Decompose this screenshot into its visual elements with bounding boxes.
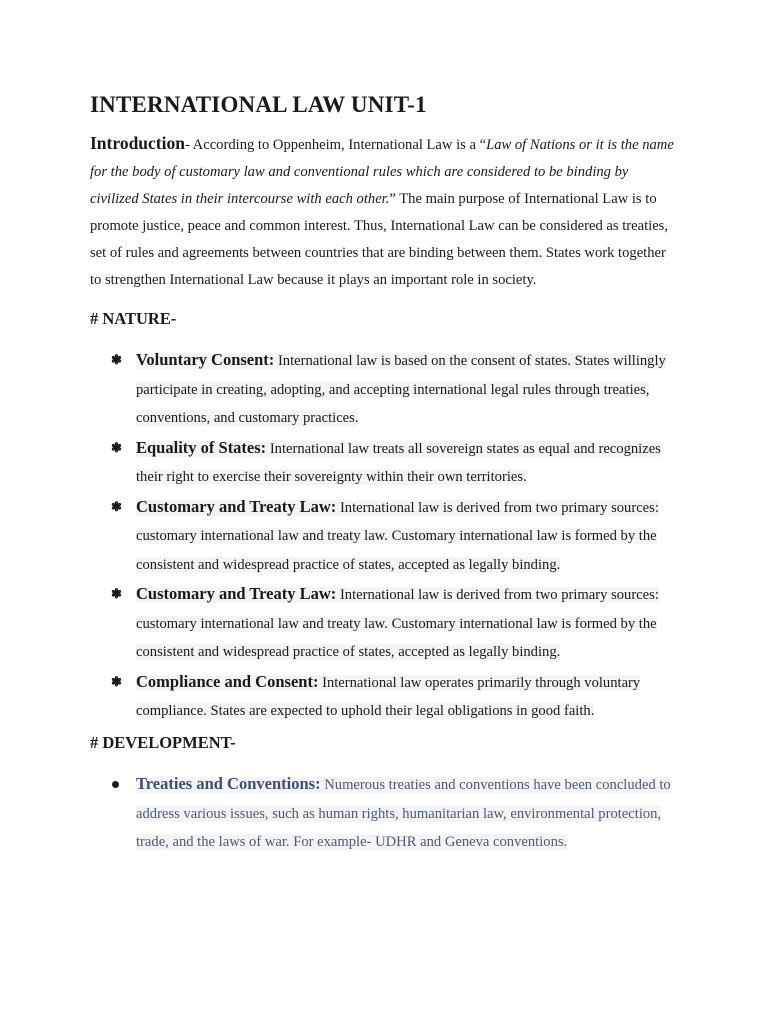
development-list [108,770,683,858]
item-term: Equality of States: [136,437,267,457]
intro-quote: Law of Nations or it is the name for the body of customary law and conventional rules which are considered to be binding by civilized States in their intercourse with each other. [90,137,674,207]
intro-paragraph [90,130,680,294]
list-item [108,434,683,492]
item-term: Voluntary Consent: [136,350,275,369]
item-text: International law is derived from two primary sources: customary international law and treaty law. Customary international law is formed by the consistent and widespread practice of states, accepted as legally binding. [136,499,659,573]
list-item [108,580,683,667]
page-title: INTERNATIONAL LAW UNIT-1 [90,92,427,117]
item-term: Customary and Treaty Law: [136,584,337,603]
development-heading: # DEVELOPMENT- [90,733,236,752]
intro-text-2: ” The main purpose of International Law is to promote justice, peace and common interest. Thus, International Law can be considered as treaties, set of rules and agreements between countries that are binding between them. States work together to strengthen International Law because it plays an important role in society. [90,191,668,288]
intro-lead: Introduction [90,133,185,153]
item-term: Compliance and Consent: [136,671,319,691]
list-item [108,493,683,580]
ornament-bullet-icon: ❃ [111,586,122,601]
item-text: International law treats all sovereign states as equal and recognizes their right to exercise their sovereignty within their own territories. [136,440,661,485]
ornament-bullet-icon: ❃ [111,498,122,514]
nature-heading: # NATURE- [90,309,177,328]
intro-text-1: - According to Oppenheim, International Law is a “ [184,137,487,153]
ornament-bullet-icon: ❃ [111,673,122,689]
list-item [108,668,683,726]
item-term: Treaties and Conventions: [136,774,321,793]
item-term: Customary and Treaty Law: [136,496,337,516]
nature-list [108,346,683,727]
ornament-bullet-icon: ❃ [111,352,122,367]
list-item [108,346,683,433]
item-text: International law is derived from two primary sources: customary international law and treaty law. Customary international law is formed by the consistent and widespread practice of states, accepted as legally binding. [136,587,659,660]
item-text: International law is based on the consent of states. States willingly participate in creating, adopting, and accepting international legal rules through treaties, conventions, and customary practices. [136,353,666,426]
item-text: International law operates primarily through voluntary compliance. States are expected to uphold their legal obligations in good faith. [136,674,641,719]
item-text: Numerous treaties and conventions have been concluded to address various issues, such as human rights, humanitarian law, environmental protection, trade, and the laws of war. For example- UDHR and Geneva conventions. [136,777,671,850]
list-item [108,770,683,857]
bullet-dot-icon [112,781,119,788]
ornament-bullet-icon: ❃ [111,439,122,455]
